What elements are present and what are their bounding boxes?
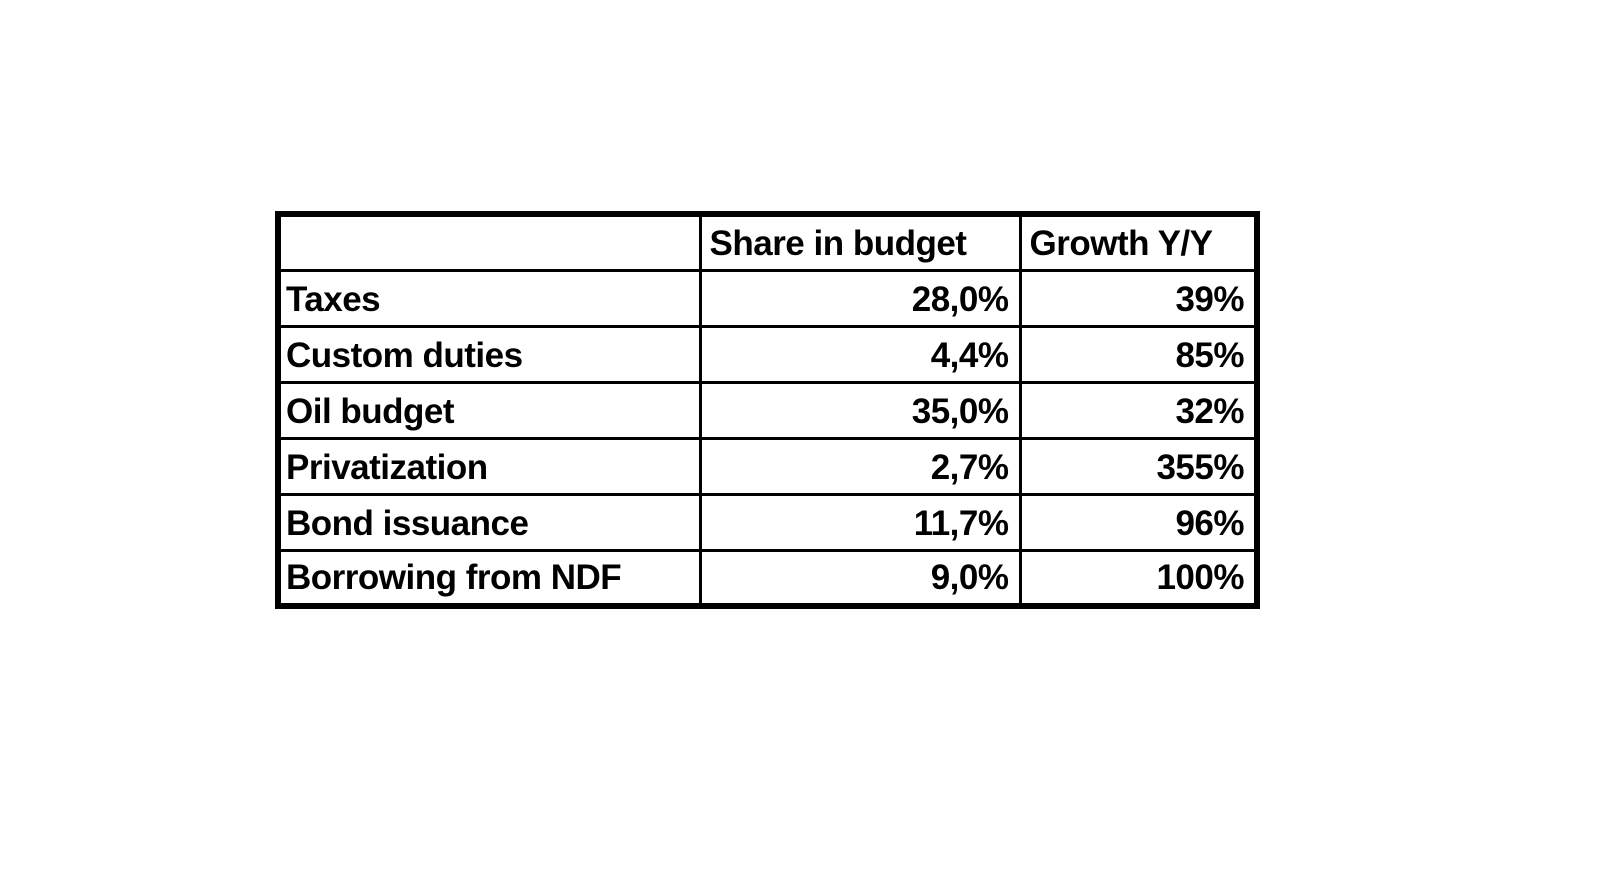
share-value: 11,7% (700, 494, 1020, 550)
growth-value: 85% (1020, 326, 1257, 382)
table-row (278, 438, 1257, 494)
share-value: 4,4% (700, 326, 1020, 382)
share-value: 35,0% (700, 382, 1020, 438)
table-row (278, 494, 1257, 550)
row-label: Oil budget (278, 382, 700, 438)
share-value: 9,0% (700, 550, 1020, 606)
budget-table (275, 211, 1260, 609)
growth-value: 96% (1020, 494, 1257, 550)
table-row (278, 550, 1257, 606)
table-row (278, 326, 1257, 382)
growth-value: 100% (1020, 550, 1257, 606)
table-row (278, 382, 1257, 438)
share-value: 2,7% (700, 438, 1020, 494)
growth-value: 32% (1020, 382, 1257, 438)
row-label: Privatization (278, 438, 700, 494)
row-label: Borrowing from NDF (278, 550, 700, 606)
growth-value: 39% (1020, 270, 1257, 326)
header-growth-yy: Growth Y/Y (1020, 214, 1257, 270)
header-empty-cell (278, 214, 700, 270)
header-row (278, 214, 1257, 270)
row-label: Bond issuance (278, 494, 700, 550)
share-value: 28,0% (700, 270, 1020, 326)
table-row (278, 270, 1257, 326)
growth-value: 355% (1020, 438, 1257, 494)
row-label: Taxes (278, 270, 700, 326)
row-label: Custom duties (278, 326, 700, 382)
header-share-in-budget: Share in budget (700, 214, 1020, 270)
